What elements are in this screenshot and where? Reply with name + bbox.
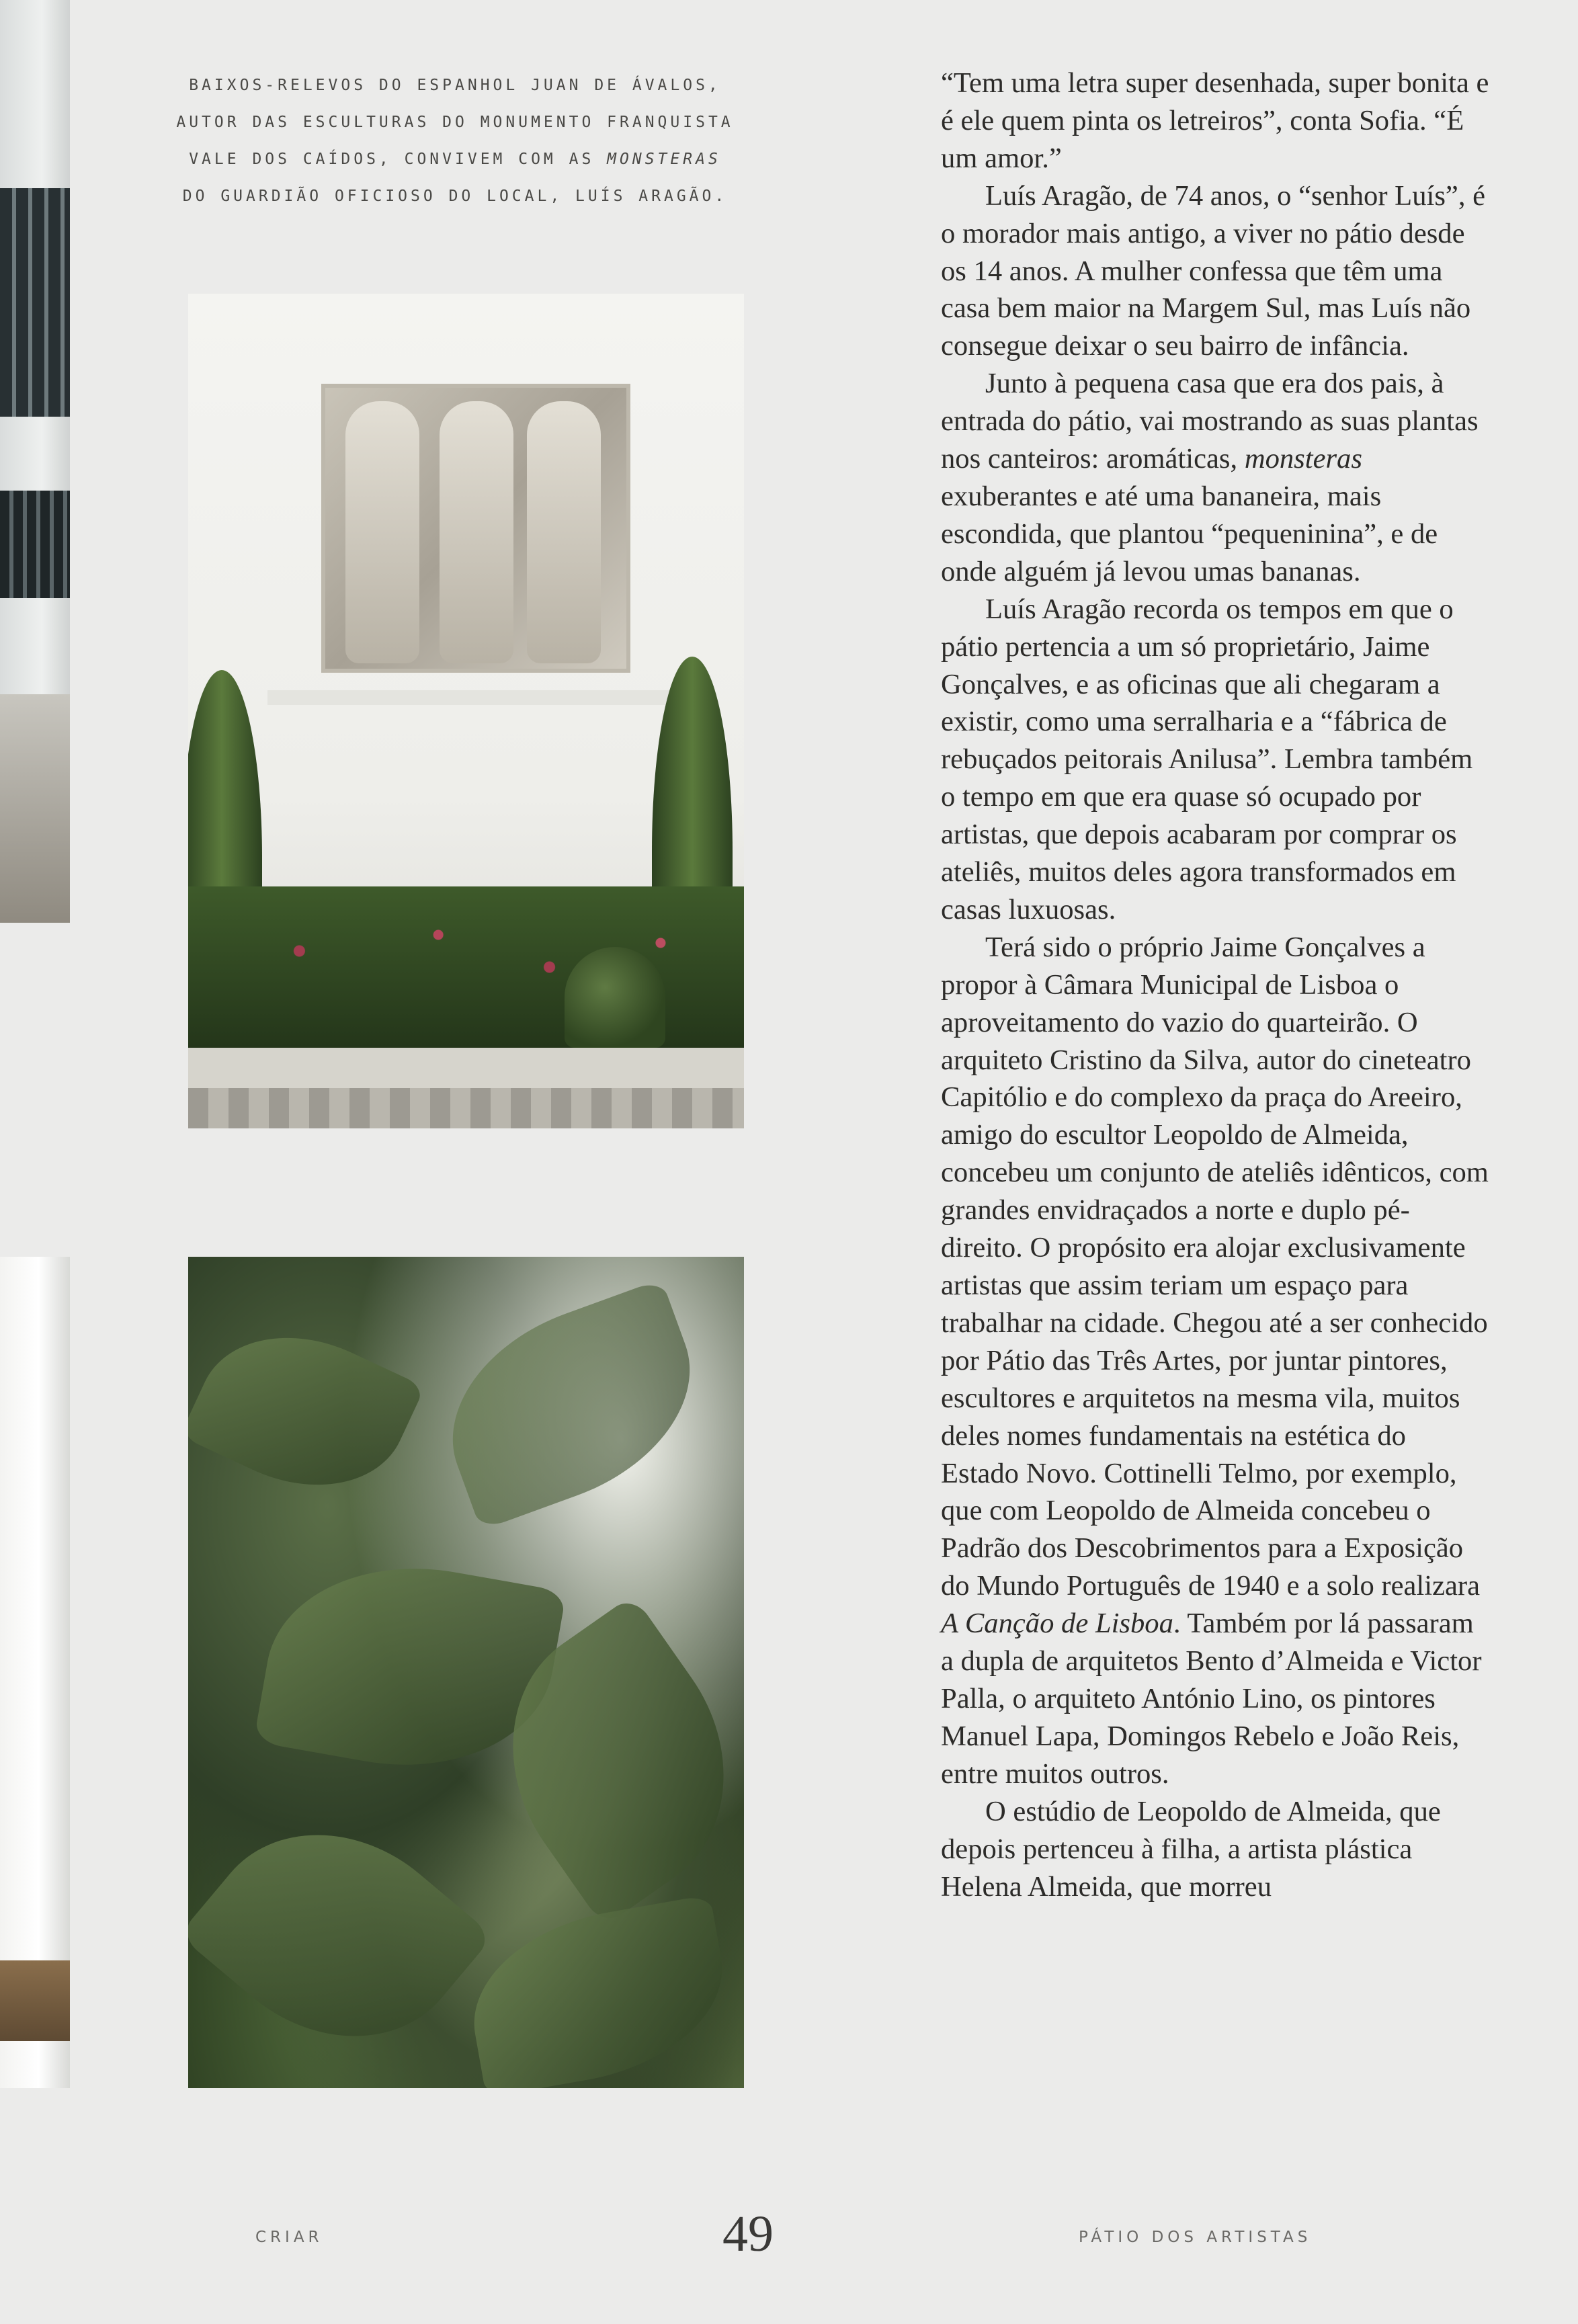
photo-monstera-leaves xyxy=(188,1257,744,2088)
photo-bas-relief-wall xyxy=(188,294,744,1128)
page-number: 49 xyxy=(722,2206,774,2262)
paragraph: Terá sido o próprio Jaime Gonçalves a propor à Câmara Municipal de Lisboa o aproveitamento do vazio do quarteirão. O arquiteto Cristino da Silva, autor do cineteatro Capitólio e do complexo da praça do Areeiro, amigo do escultor Leopoldo de Almeida, concebeu um conjunto de ateliês idênticos, com grandes envidraçados a norte e duplo pé-direito. O propósito era alojar exclusivamente artistas que assim teriam um espaço para trabalhar na cidade. Chegou até a ser conhecido por Pátio das Três Artes, por juntar pintores, escultores e arquitetos na mesma vila, muitos deles nomes fundamentais na estética do Estado Novo. Cottinelli Telmo, por exemplo, que com Leopoldo de Almeida concebeu o Padrão dos Descobrimentos para a Exposição do Mundo Português de 1940 e a solo realizara A Canção de Lisboa. Também por lá passaram a dupla de arquitetos Bento d’Almeida e Victor Palla, o arquiteto António Lino, os pintores Manuel Lapa, Domingos Rebelo e João Reis, entre muitos outros. xyxy=(941,931,1489,1790)
paragraph: Luís Aragão, de 74 anos, o “senhor Luís”, é o morador mais antigo, a viver no pátio desde os 14 anos. A mulher confessa que têm uma casa bem maior na Margem Sul, mas Luís não consegue deixar o seu bairro de infância. xyxy=(941,179,1486,362)
cobblestone-pavement xyxy=(188,1088,744,1128)
footer-section-label: CRIAR xyxy=(255,2229,323,2246)
building-window xyxy=(0,491,70,598)
monstera-leaf xyxy=(421,1279,721,1530)
relief-figure xyxy=(345,401,419,663)
paragraph: “Tem uma letra super desenhada, super bonita e é ele quem pinta os letreiros”, conta Sofia. “É um amor.” xyxy=(941,67,1489,174)
paragraph: Luís Aragão recorda os tempos em que o pátio pertencia a um só proprietário, Jaime Gonçalves, e as oficinas que ali chegaram a existir, como uma serralharia e a “fábrica de rebuçados peitorais Anilusa”. Lembra também o tempo em que era quase só ocupado por artistas, que depois acabaram por comprar os ateliês, muitos deles agora transformados em casas luxuosas. xyxy=(941,593,1473,925)
building-ground xyxy=(0,694,70,923)
garden-curb xyxy=(188,1048,744,1088)
monstera-leaf xyxy=(458,1895,738,2088)
doormat xyxy=(0,1960,70,2041)
monstera-leaf xyxy=(188,1302,425,1521)
monstera-leaf xyxy=(188,1780,493,2088)
photo-caption: BAIXOS-RELEVOS DO ESPANHOL JUAN DE ÁVALOS, AUTOR DAS ESCULTURAS DO MONUMENTO FRANQUISTA VALE DOS CAÍDOS, CONVIVEM COM AS MONSTERAS DO GUARDIÃO OFICIOSO DO LOCAL, LUÍS ARAGÃO. xyxy=(176,77,734,205)
article-body xyxy=(941,65,1491,1905)
bas-relief-panel xyxy=(321,384,630,673)
edge-photo-building xyxy=(0,0,70,923)
wall-ledge xyxy=(267,690,684,705)
footer-article-title: PÁTIO DOS ARTISTAS xyxy=(1079,2229,1312,2246)
paragraph: O estúdio de Leopoldo de Almeida, que depois pertenceu à filha, a artista plástica Helena Almeida, que morreu xyxy=(941,1795,1441,1903)
relief-figure xyxy=(527,401,601,663)
paragraph: Junto à pequena casa que era dos pais, à entrada do pátio, vai mostrando as suas plantas nos canteiros: aromáticas, monsteras exuberantes e até uma bananeira, mais escondida, que plantou “pequeninina”, e de onde alguém já levou umas bananas. xyxy=(941,368,1479,587)
edge-photo-doorway xyxy=(0,1257,70,2088)
building-window xyxy=(0,188,70,417)
shrub xyxy=(565,947,665,1048)
relief-figure xyxy=(440,401,513,663)
